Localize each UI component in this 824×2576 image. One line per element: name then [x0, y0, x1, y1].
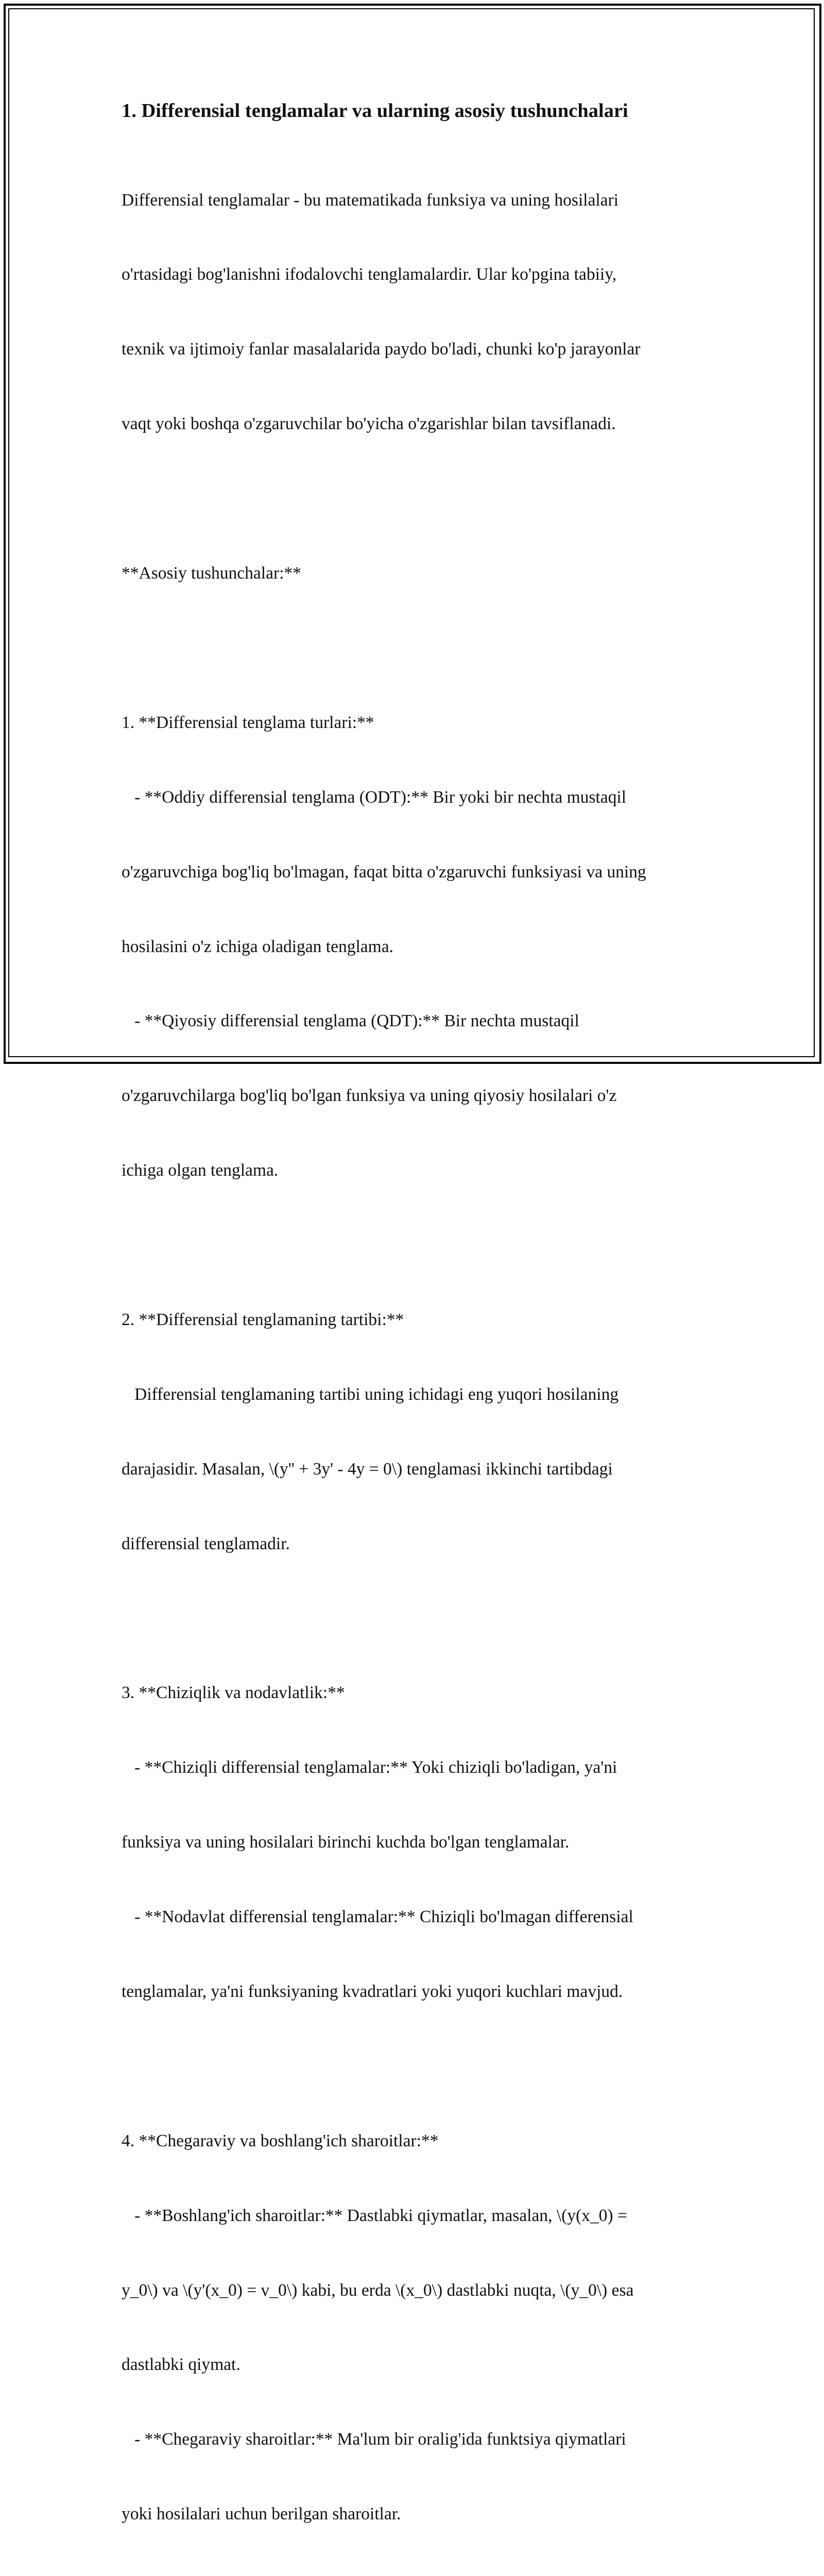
- text-line: - **Chiziqli differensial tenglamalar:** Yoki chiziqli bo'ladigan, ya'ni: [122, 1758, 617, 1777]
- list-heading: 4. **Chegaraviy va boshlang'ich sharoitlar:**: [122, 2131, 439, 2150]
- text-line: - **Boshlang'ich sharoitlar:** Dastlabki qiymatlar, masalan, \(y(x_0) =: [122, 2206, 627, 2225]
- text-line: Differensial tenglamalar - bu matematikada funksiya va uning hosilalari: [122, 190, 619, 210]
- blank-line: [122, 486, 703, 511]
- blank-line: [122, 1606, 703, 1631]
- text-line: - **Nodavlat differensial tenglamalar:** Chiziqli bo'lmagan differensial: [122, 1907, 633, 1927]
- text-line: hosilasini o'z ichiga oladigan tenglama.: [122, 937, 393, 956]
- text-line: funksiya va uning hosilalari birinchi kuchda bo'lgan tenglamalar.: [122, 1833, 570, 1852]
- list-heading: 3. **Chiziqlik va nodavlatlik:**: [122, 1683, 345, 1703]
- text-line: Differensial tenglamaning tartibi uning ichidagi eng yuqori hosilaning: [122, 1384, 619, 1404]
- blank-line: [122, 636, 703, 660]
- text-line: differensial tenglamadir.: [122, 1534, 290, 1553]
- text-line: dastlabki qiymat.: [122, 2355, 241, 2375]
- text-line: - **Qiyosiy differensial tenglama (QDT):** Bir nechta mustaqil: [122, 1011, 579, 1031]
- section-heading: **Asosiy tushunchalar:**: [122, 564, 301, 583]
- document-body: [122, 138, 703, 2576]
- text-line: ichiga olgan tenglama.: [122, 1161, 279, 1180]
- text-line: o'zgaruvchilarga bog'liq bo'lgan funksiya va uning qiyosiy hosilalari o'z: [122, 1086, 617, 1106]
- text-line: darajasidir. Masalan, \(y'' + 3y' - 4y = 0\) tenglamasi ikkinchi tartibdagi: [122, 1459, 613, 1479]
- text-line: vaqt yoki boshqa o'zgaruvchilar bo'yicha o'zgarishlar bilan tavsiflanadi.: [122, 414, 616, 434]
- document-title: 1. Differensial tenglamalar va ularning asosiy tushunchalari: [122, 100, 628, 122]
- text-line: o'rtasidagi bog'lanishni ifodalovchi tenglamalardir. Ular ko'pgina tabiiy,: [122, 265, 617, 284]
- text-line: y_0\) va \(y'(x_0) = v_0\) kabi, bu erda \(x_0\) dastlabki nuqta, \(y_0\) esa: [122, 2280, 634, 2300]
- text-line: o'zgaruvchiga bog'liq bo'lmagan, faqat bitta o'zgaruvchi funksiyasi va uning: [122, 862, 646, 882]
- list-heading: 1. **Differensial tenglama turlari:**: [122, 713, 374, 732]
- list-heading: 2. **Differensial tenglamaning tartibi:**: [122, 1310, 404, 1329]
- text-line: yoki hosilalari uchun berilgan sharoitlar.: [122, 2504, 401, 2524]
- text-line: - **Chegaraviy sharoitlar:** Ma'lum bir oralig'ida funktsiya qiymatlari: [122, 2430, 626, 2449]
- blank-line: [122, 1233, 703, 1258]
- text-line: tenglamalar, ya'ni funksiyaning kvadratlari yoki yuqori kuchlari mavjud.: [122, 1981, 623, 2001]
- blank-line: [122, 2054, 703, 2079]
- text-line: - **Oddiy differensial tenglama (ODT):** Bir yoki bir nechta mustaqil: [122, 787, 626, 807]
- document-page: [122, 93, 703, 2576]
- text-line: texnik va ijtimoiy fanlar masalalarida paydo bo'ladi, chunki ko'p jarayonlar: [122, 340, 641, 359]
